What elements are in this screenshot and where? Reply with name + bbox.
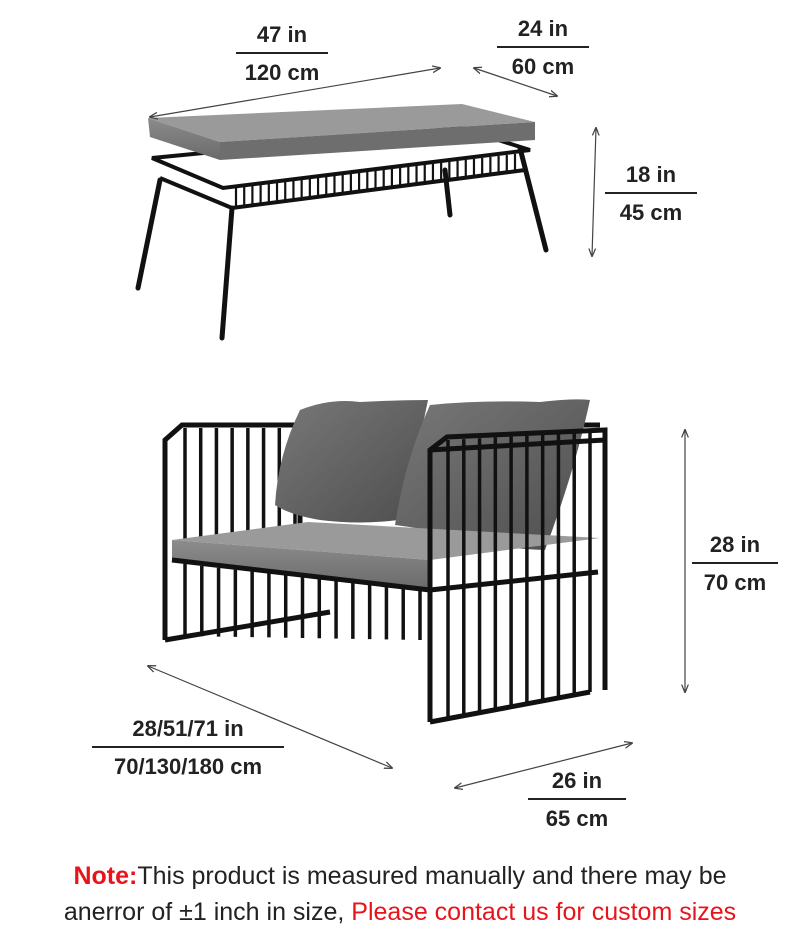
note-highlight: Please contact us for custom sizes bbox=[351, 898, 737, 926]
sofa-length-cm: 70/130/180 cm bbox=[113, 754, 263, 779]
note-line-2 bbox=[0, 894, 800, 930]
divider bbox=[497, 46, 589, 48]
note-text-1: This product is measured manually and there may be bbox=[137, 862, 727, 890]
bench-depth-label bbox=[497, 16, 589, 80]
divider bbox=[236, 52, 328, 54]
bench-depth-cm: 60 cm bbox=[511, 54, 575, 79]
sofa-depth-cm: 65 cm bbox=[545, 806, 609, 831]
bench-height-cm: 45 cm bbox=[619, 200, 683, 225]
sofa-depth-in: 26 in bbox=[551, 768, 603, 793]
sofa-height-cm: 70 cm bbox=[703, 570, 767, 595]
sofa bbox=[165, 399, 605, 722]
bench-depth-in: 24 in bbox=[517, 16, 569, 41]
note-text-2: anerror of ±1 inch in size, bbox=[63, 898, 345, 926]
bench-height-in: 18 in bbox=[625, 162, 677, 187]
bench-cushion bbox=[148, 104, 535, 160]
sofa-length-label bbox=[92, 716, 284, 780]
note-label: Note: bbox=[73, 862, 138, 890]
size-note bbox=[0, 858, 800, 930]
bench-height-arrow bbox=[592, 128, 596, 256]
bench-length-in: 47 in bbox=[256, 22, 308, 47]
sofa-depth-label bbox=[528, 768, 626, 832]
divider bbox=[528, 798, 626, 800]
note-line-1 bbox=[0, 858, 800, 894]
bench-length-label bbox=[236, 22, 328, 86]
bench-height-label bbox=[605, 162, 697, 226]
divider bbox=[692, 562, 778, 564]
sofa-height-in: 28 in bbox=[709, 532, 761, 557]
divider bbox=[92, 746, 284, 748]
bench-length-cm: 120 cm bbox=[244, 60, 320, 85]
sofa-height-label bbox=[692, 532, 778, 596]
divider bbox=[605, 192, 697, 194]
bench bbox=[138, 104, 546, 338]
sofa-length-in: 28/51/71 in bbox=[132, 716, 244, 741]
